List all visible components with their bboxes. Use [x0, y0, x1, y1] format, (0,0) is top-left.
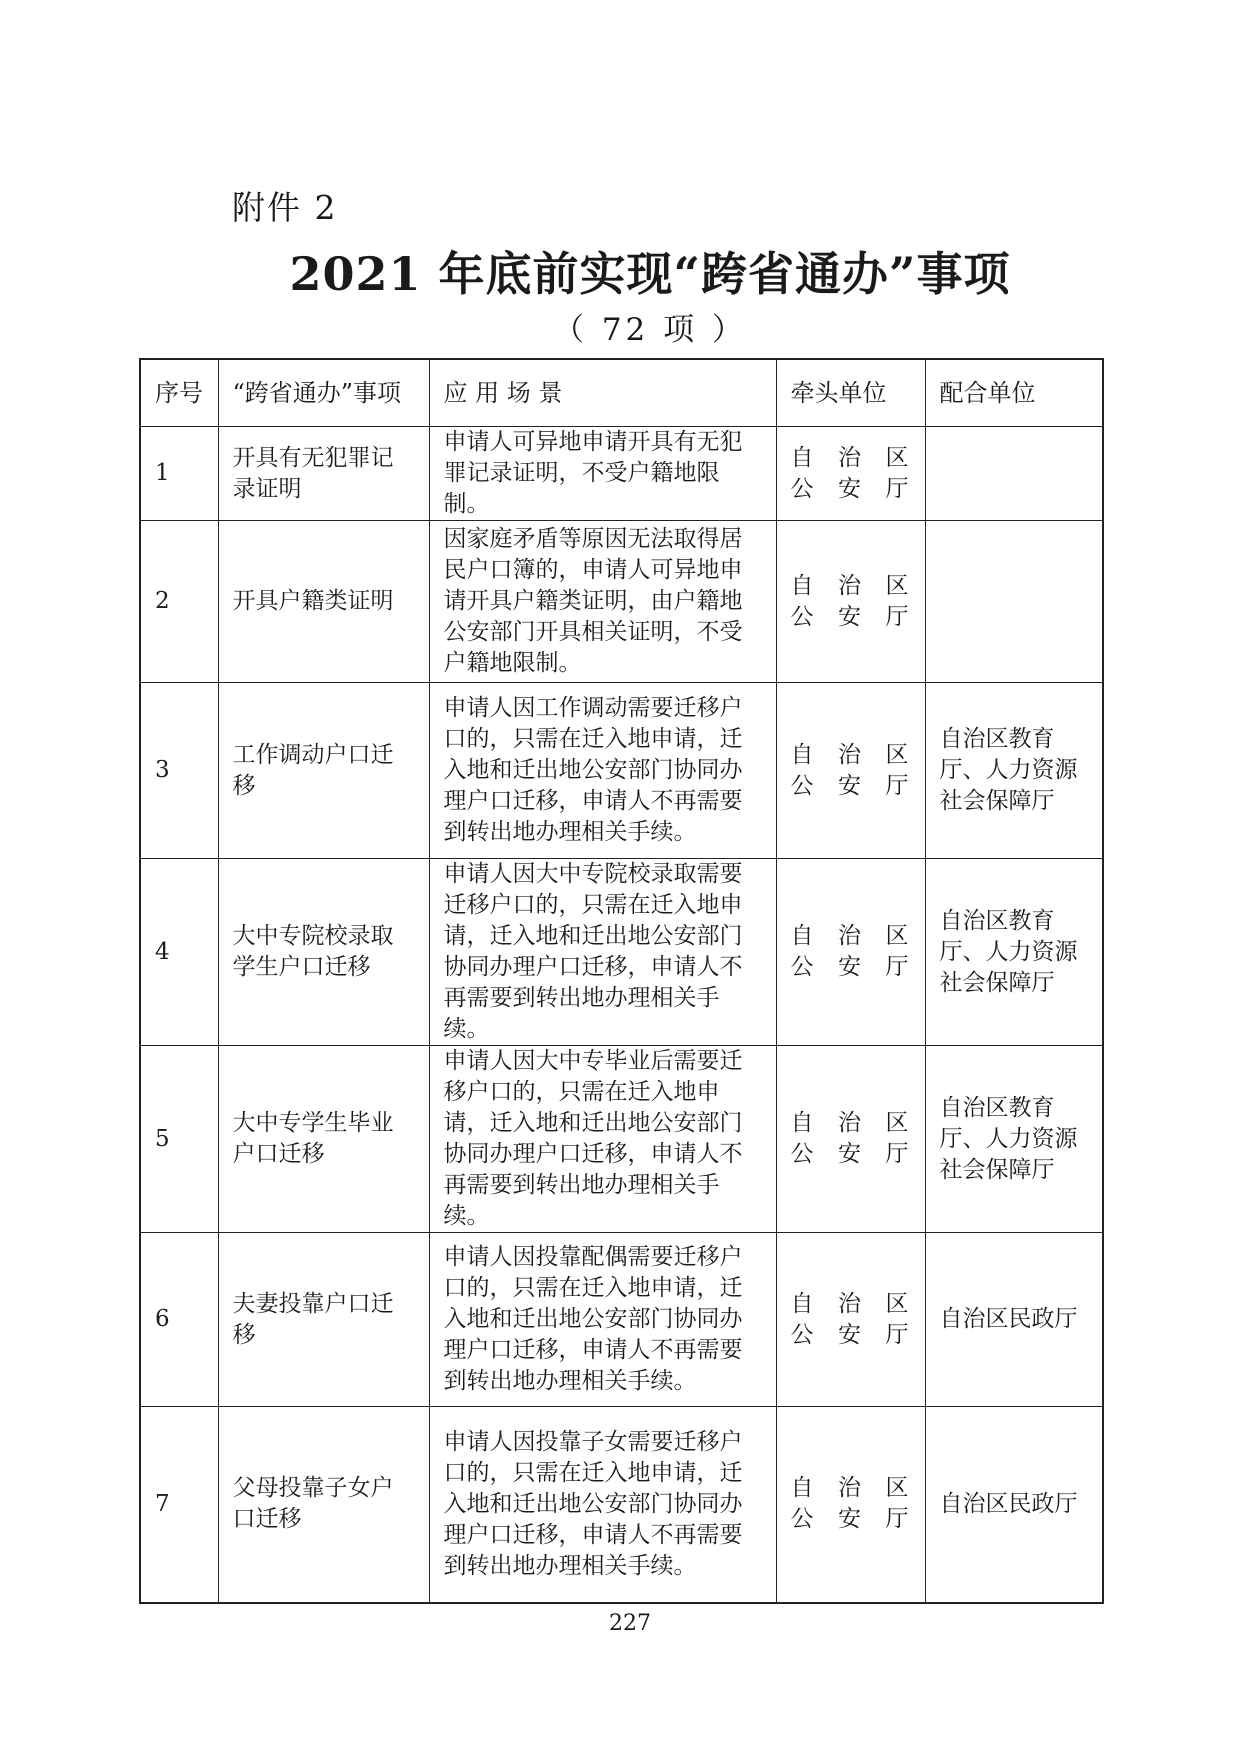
cell-item: 工作调动户口迁移	[218, 683, 429, 859]
cell-lead-unit: 自 治 区 公 安 厅	[776, 1046, 925, 1233]
cell-scenario: 申请人因投靠配偶需要迁移户口的，只需在迁入地申请，迁入地和迁出地公安部门协同办理户口迁移，申请人不再需要到转出地办理相关手续。	[429, 1233, 776, 1407]
table-row	[140, 521, 1103, 683]
cell-scenario: 申请人因工作调动需要迁移户口的，只需在迁入地申请，迁入地和迁出地公安部门协同办理户口迁移，申请人不再需要到转出地办理相关手续。	[429, 683, 776, 859]
cell-serial-number: 7	[140, 1407, 218, 1603]
cell-item: 开具户籍类证明	[218, 521, 429, 683]
cell-cooperating-unit: 自治区教育厅、人力资源社会保障厅	[925, 1046, 1103, 1233]
cell-lead-unit: 自 治 区 公 安 厅	[776, 859, 925, 1046]
table-row	[140, 427, 1103, 521]
cell-lead-unit: 自 治 区 公 安 厅	[776, 683, 925, 859]
page-number: 227	[609, 1611, 651, 1636]
cell-lead-unit: 自 治 区 公 安 厅	[776, 521, 925, 683]
cell-item: 大中专院校录取学生户口迁移	[218, 859, 429, 1046]
cell-serial-number: 2	[140, 521, 218, 683]
cell-serial-number: 4	[140, 859, 218, 1046]
cell-serial-number: 6	[140, 1233, 218, 1407]
cell-scenario: 申请人可异地申请开具有无犯罪记录证明，不受户籍地限制。	[429, 427, 776, 521]
cell-item: 开具有无犯罪记录证明	[218, 427, 429, 521]
table-row	[140, 859, 1103, 1046]
cell-lead-unit: 自 治 区 公 安 厅	[776, 1233, 925, 1407]
header-serial-number: 序号	[140, 359, 218, 427]
document-title: 2021 年底前实现“跨省通办”事项	[289, 247, 1011, 301]
cell-cooperating-unit: 自治区教育厅、人力资源社会保障厅	[925, 859, 1103, 1046]
cell-serial-number: 1	[140, 427, 218, 521]
header-lead-unit: 牵头单位	[776, 359, 925, 427]
cell-lead-unit: 自 治 区 公 安 厅	[776, 1407, 925, 1603]
attachment-label: 附件 2	[232, 188, 338, 227]
cell-cooperating-unit: 自治区教育厅、人力资源社会保障厅	[925, 683, 1103, 859]
table-header-row	[140, 359, 1103, 427]
cell-scenario: 申请人因大中专毕业后需要迁移户口的，只需在迁入地申请，迁入地和迁出地公安部门协同办理户口迁移，申请人不再需要到转出地办理相关手续。	[429, 1046, 776, 1233]
cell-cooperating-unit: 自治区民政厅	[925, 1407, 1103, 1603]
cell-serial-number: 5	[140, 1046, 218, 1233]
cell-scenario: 因家庭矛盾等原因无法取得居民户口簿的，申请人可异地申请开具户籍类证明，由户籍地公安部门开具相关证明，不受户籍地限制。	[429, 521, 776, 683]
cell-cooperating-unit: 自治区民政厅	[925, 1233, 1103, 1407]
cell-lead-unit: 自 治 区 公 安 厅	[776, 427, 925, 521]
table-row	[140, 1046, 1103, 1233]
document-subtitle: （ 72 项 ）	[552, 312, 747, 348]
table-row	[140, 1407, 1103, 1603]
cell-serial-number: 3	[140, 683, 218, 859]
cell-item: 父母投靠子女户口迁移	[218, 1407, 429, 1603]
cell-cooperating-unit	[925, 427, 1103, 521]
header-cooperating-unit: 配合单位	[925, 359, 1103, 427]
items-table	[139, 358, 1104, 1604]
cell-cooperating-unit	[925, 521, 1103, 683]
table-row	[140, 683, 1103, 859]
cell-item: 大中专学生毕业户口迁移	[218, 1046, 429, 1233]
cell-item: 夫妻投靠户口迁移	[218, 1233, 429, 1407]
table-row	[140, 1233, 1103, 1407]
cell-scenario: 申请人因大中专院校录取需要迁移户口的，只需在迁入地申请，迁入地和迁出地公安部门协同办理户口迁移，申请人不再需要到转出地办理相关手续。	[429, 859, 776, 1046]
header-item: “跨省通办”事项	[218, 359, 429, 427]
cell-scenario: 申请人因投靠子女需要迁移户口的，只需在迁入地申请，迁入地和迁出地公安部门协同办理户口迁移，申请人不再需要到转出地办理相关手续。	[429, 1407, 776, 1603]
header-scenario: 应 用 场 景	[429, 359, 776, 427]
